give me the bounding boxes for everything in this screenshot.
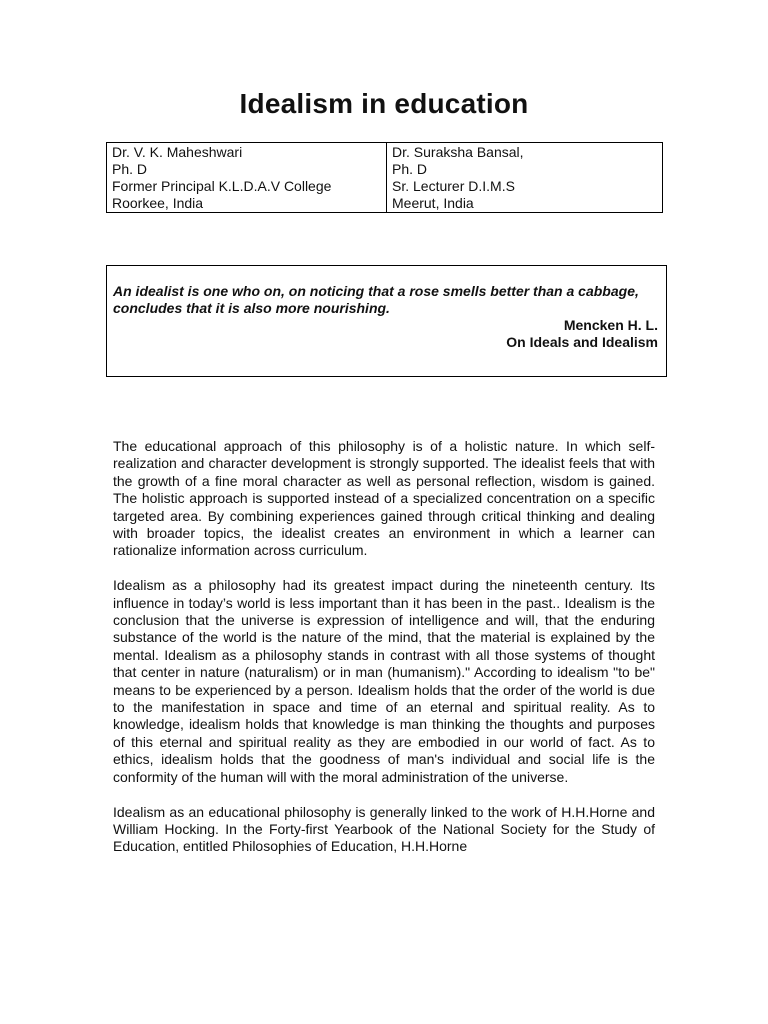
author-name: Dr. V. K. Maheshwari [112, 144, 243, 160]
epigraph-quote: An idealist is one who on, on noticing that a rose smells better than a cabbage, concludes that it is also more nourishing. [113, 283, 639, 316]
paragraph: Idealism as an educational philosophy is generally linked to the work of H.H.Horne and William Hocking. In the Forty-first Yearbook of the National Society for the Study of Education, entitled Philosophies of Education, H.H.Horne [113, 803, 655, 855]
page-title: Idealism in education [239, 88, 529, 119]
author-position: Sr. Lecturer D.I.M.S [392, 178, 515, 194]
body-text [113, 438, 655, 873]
author-cell-2 [387, 143, 663, 213]
author-name: Dr. Suraksha Bansal, [392, 144, 524, 160]
epigraph-box [106, 265, 667, 377]
author-cell-1 [107, 143, 387, 213]
paragraph: The educational approach of this philosophy is of a holistic nature. In which self-realization and character development is strongly supported. The idealist feels that with the growth of a fine moral character as well as personal reflection, wisdom is gained. The holistic approach is supported instead of a specialized concentration on a specific targeted area. By combining experiences gained through critical thinking and dealing with broader topics, the idealist creates an environment in which a learner can rationalize information across curriculum. [113, 438, 655, 559]
author-degree: Ph. D [392, 161, 428, 177]
author-position: Former Principal K.L.D.A.V College [112, 178, 332, 194]
authors-table [106, 142, 663, 213]
author-degree: Ph. D [112, 161, 148, 177]
epigraph-author: Mencken H. L. [563, 317, 658, 333]
paragraph: Idealism as a philosophy had its greatest impact during the nineteenth century. Its influence in today’s world is less important than it has been in the past.. Idealism is the conclusion that the universe is expression of intelligence and will, that the enduring substance of the world is the nature of the mind, that the material is explained by the mental. Idealism as a philosophy stands in contrast with all those systems of thought that center in nature (naturalism) or in man (humanism)." According to idealism "to be" means to be experienced by a person. Idealism holds that the order of the world is due to the manifestation in space and time of an eternal and spiritual reality. As to knowledge, idealism holds that knowledge is man thinking the thoughts and purposes of this eternal and spiritual reality as they are embodied in our world of fact. As to ethics, idealism holds that the goodness of man's individual and social life is the conformity of the human will with the moral administration of the universe. [113, 577, 655, 785]
author-location: Roorkee, India [112, 195, 204, 211]
author-location: Meerut, India [392, 195, 474, 211]
authors-row [107, 143, 663, 213]
epigraph-source: On Ideals and Idealism [506, 334, 658, 350]
